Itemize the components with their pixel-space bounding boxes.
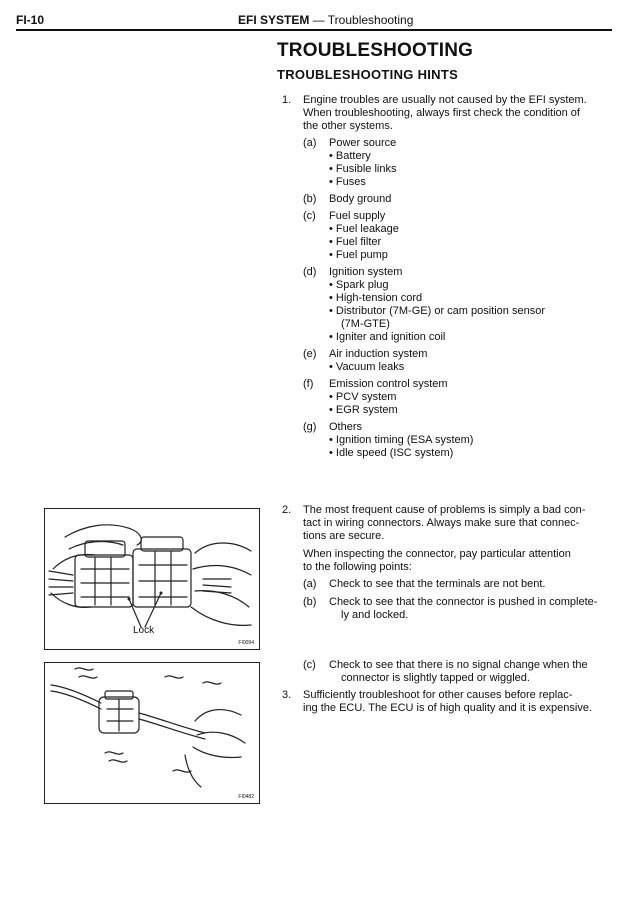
figure-code: FI0094: [238, 640, 254, 646]
item-2-para-line-1: When inspecting the connector, pay particular attention: [303, 548, 571, 560]
bullet-item: • Battery: [329, 150, 371, 162]
lock-callout-label: Lock: [133, 625, 155, 636]
subitem-text: Emission control system: [329, 378, 448, 390]
header-topic: Troubleshooting: [327, 13, 414, 27]
page-title: TROUBLESHOOTING: [277, 40, 474, 61]
bullet-item: • EGR system: [329, 404, 398, 416]
bullet-item: • Distributor (7M-GE) or cam position sensor: [329, 305, 545, 317]
subitem-text-continuation: ly and locked.: [341, 609, 409, 621]
subitem-text: Check to see that the terminals are not bent.: [329, 578, 546, 590]
subitem-label: (a): [303, 578, 317, 590]
item-3-number: 3.: [282, 689, 292, 701]
bullet-item-continuation: (7M-GTE): [341, 318, 390, 330]
section-subtitle: TROUBLESHOOTING HINTS: [277, 67, 459, 82]
subitem-label: (e): [303, 348, 317, 360]
bullet-item: • Idle speed (ISC system): [329, 447, 454, 459]
bullet-item: • High-tension cord: [329, 292, 423, 304]
item-3-line-1: Sufficiently troubleshoot for other causes before replac-: [303, 689, 573, 701]
bullet-item: • Fuel leakage: [329, 223, 399, 235]
item-1-number: 1.: [282, 94, 292, 106]
item-3-line-2: ing the ECU. The ECU is of high quality and it is expensive.: [303, 702, 593, 714]
subitem-text: Check to see that the connector is pushed in complete-: [329, 596, 598, 608]
subitem-text: Body ground: [329, 193, 392, 205]
subitem-text: Ignition system: [329, 266, 403, 278]
subitem-label: (b): [303, 596, 317, 608]
connector-wiggle-illustration: [45, 663, 259, 803]
bullet-item: • Fusible links: [329, 163, 397, 175]
subitem-label: (f): [303, 378, 314, 390]
subitem-label: (b): [303, 193, 317, 205]
subitem-label: (c): [303, 659, 316, 671]
subitem-text: Check to see that there is no signal change when the: [329, 659, 588, 671]
bullet-item: • PCV system: [329, 391, 397, 403]
bullet-item: • Fuel filter: [329, 236, 382, 248]
bullet-item: • Igniter and ignition coil: [329, 331, 446, 343]
figure-code: FI0482: [238, 794, 254, 800]
subitem-text: Air induction system: [329, 348, 428, 360]
header-separator: —: [309, 13, 328, 27]
page-number: FI-10: [16, 13, 45, 27]
bullet-item: • Fuel pump: [329, 249, 388, 261]
item-1-line-1: Engine troubles are usually not caused by the EFI system.: [303, 94, 587, 106]
header-rule: [16, 29, 612, 31]
header-title: [238, 13, 413, 27]
subitem-label: (c): [303, 210, 316, 222]
bullet-item: • Spark plug: [329, 279, 389, 291]
page-header: [16, 10, 612, 30]
subitem-label: (a): [303, 137, 317, 149]
item-2-line-3: tions are secure.: [303, 530, 385, 542]
subitem-text: Power source: [329, 137, 397, 149]
subitem-text: Others: [329, 421, 363, 433]
bullet-item: • Vacuum leaks: [329, 361, 405, 373]
item-1-line-3: the other systems.: [303, 120, 393, 132]
item-2-number: 2.: [282, 504, 292, 516]
subitem-label: (g): [303, 421, 317, 433]
item-2-para-line-2: to the following points:: [303, 561, 412, 573]
bullet-item: • Fuses: [329, 176, 366, 188]
item-2-line-2: tact in wiring connectors. Always make sure that connec-: [303, 517, 580, 529]
item-2-line-1: The most frequent cause of problems is simply a bad con-: [303, 504, 586, 516]
item-1-line-2: When troubleshooting, always first check the condition of: [303, 107, 580, 119]
header-section: EFI SYSTEM: [238, 13, 310, 27]
figure-connector-lock: [44, 508, 260, 650]
subitem-text-continuation: connector is slightly tapped or wiggled.: [341, 672, 530, 684]
bullet-item: • Ignition timing (ESA system): [329, 434, 474, 446]
subitem-label: (d): [303, 266, 317, 278]
figure-connector-wiggle: [44, 662, 260, 804]
subitem-text: Fuel supply: [329, 210, 386, 222]
